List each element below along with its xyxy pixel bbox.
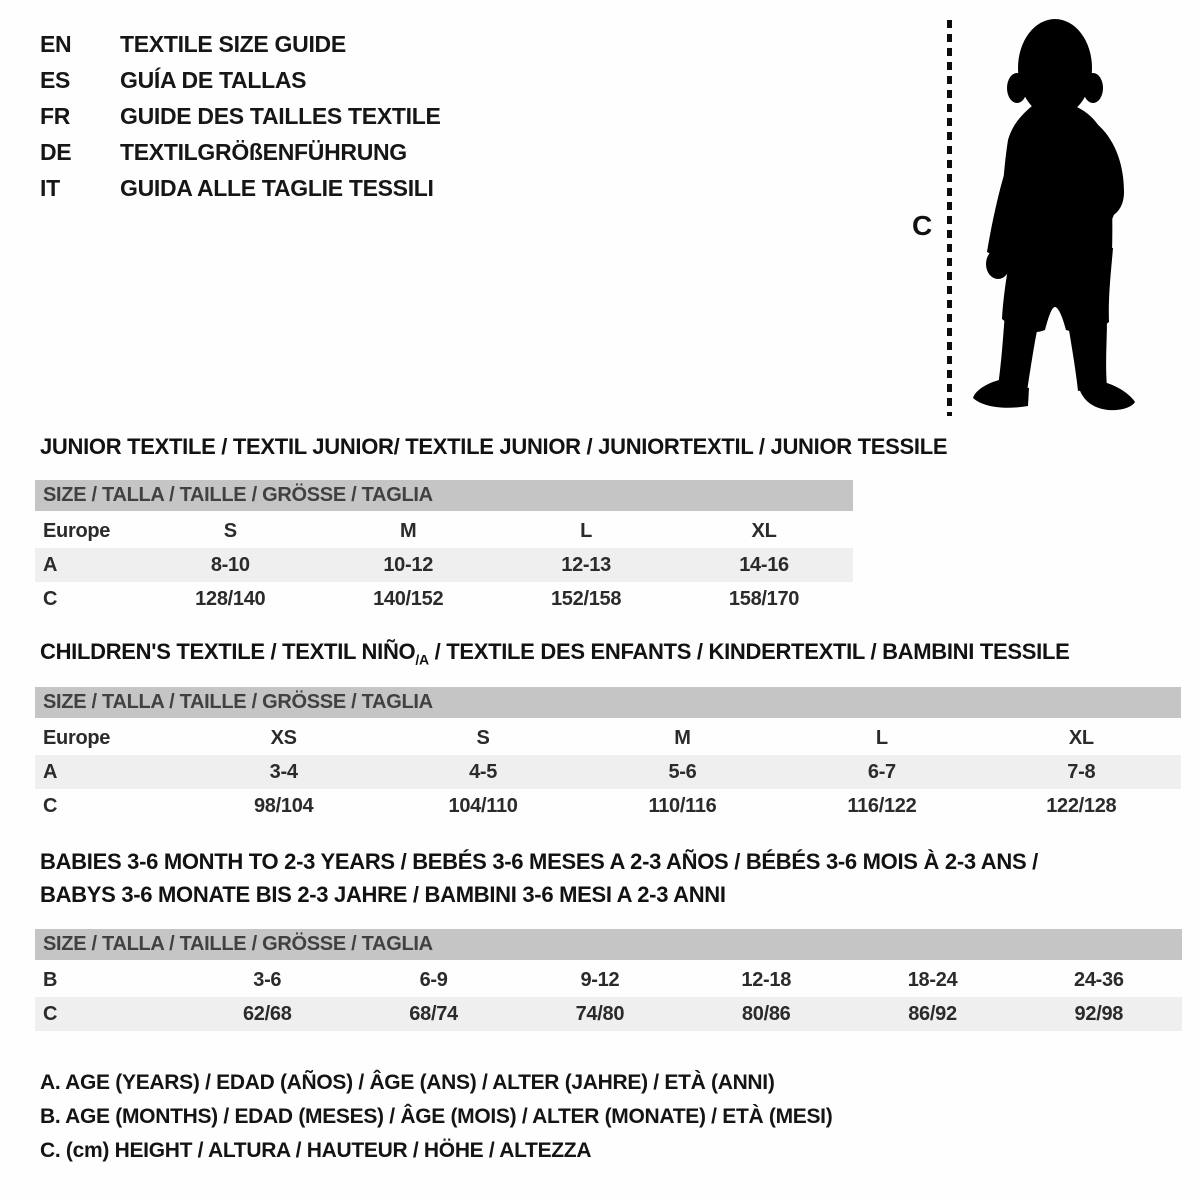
size-value-cell: 116/122 <box>847 794 917 817</box>
size-value-cell: 152/158 <box>550 587 622 610</box>
legend-notes <box>40 1066 832 1168</box>
size-value-cell: 6-9 <box>419 968 448 991</box>
legend-height-cm: C. (cm) HEIGHT / ALTURA / HAUTEUR / HÖHE / ALTEZZA <box>40 1139 592 1162</box>
babies-section-title <box>40 845 1038 911</box>
size-value-cell: XS <box>270 726 297 749</box>
row-key-cell: Europe <box>43 726 111 749</box>
lang-code: EN <box>40 30 72 57</box>
junior-size-header-bar: SIZE / TALLA / TAILLE / GRÖSSE / TAGLIA <box>35 480 853 511</box>
children-size-table <box>35 687 1181 823</box>
height-c-label: C <box>912 210 933 241</box>
size-value-cell: 3-4 <box>269 760 298 783</box>
babies-title-line-2: BABYS 3-6 MONATE BIS 2-3 JAHRE / BAMBINI 3-6 MESI A 2-3 ANNI <box>40 882 726 907</box>
children-section-title <box>40 639 1069 667</box>
size-value-cell: 10-12 <box>383 553 434 576</box>
size-value-cell: 12-13 <box>561 553 611 576</box>
lang-code: FR <box>40 102 71 129</box>
table-row <box>35 514 853 548</box>
children-title-after: / TEXTILE DES ENFANTS / KINDERTEXTIL / BAMBINI TESSILE <box>428 639 1070 664</box>
size-value-cell: XL <box>751 519 777 542</box>
size-value-cell: 80/86 <box>741 1002 791 1025</box>
size-value-cell: 140/152 <box>373 587 444 610</box>
table-row <box>35 721 1181 755</box>
legend-age-years: A. AGE (YEARS) / EDAD (AÑOS) / ÂGE (ANS) / ALTER (JAHRE) / ETÀ (ANNI) <box>40 1071 775 1094</box>
size-value-cell: 98/104 <box>253 794 314 817</box>
legend-age-months: B. AGE (MONTHS) / EDAD (MESES) / ÂGE (MOIS) / ALTER (MONATE) / ETÀ (MESI) <box>40 1105 833 1128</box>
size-value-cell: M <box>674 726 691 749</box>
table-row <box>35 997 1182 1031</box>
junior-section-title: JUNIOR TEXTILE / TEXTIL JUNIOR/ TEXTILE JUNIOR / JUNIORTEXTIL / JUNIOR TESSILE <box>40 434 948 459</box>
children-size-header-bar: SIZE / TALLA / TAILLE / GRÖSSE / TAGLIA <box>35 687 1181 718</box>
size-value-cell: 92/98 <box>1074 1002 1124 1025</box>
lang-title: GUIDE DES TAILLES TEXTILE <box>120 102 441 129</box>
size-value-cell: L <box>875 726 888 749</box>
toddler-silhouette-icon <box>970 14 1136 420</box>
table-row <box>35 548 853 582</box>
size-value-cell: 4-5 <box>469 760 498 783</box>
children-title-sub: /A <box>415 651 429 668</box>
lang-title: TEXTILE SIZE GUIDE <box>120 30 346 57</box>
size-value-cell: 3-6 <box>253 968 282 991</box>
row-key-cell: C <box>43 587 58 610</box>
size-value-cell: 128/140 <box>195 587 266 610</box>
row-key-cell: C <box>43 1002 58 1025</box>
size-value-cell: 24-36 <box>1074 968 1124 991</box>
lang-code: ES <box>40 66 71 93</box>
size-value-cell: 7-8 <box>1067 760 1096 783</box>
size-value-cell: XL <box>1068 726 1094 749</box>
size-value-cell: 18-24 <box>907 968 958 991</box>
row-key-cell: A <box>43 760 58 783</box>
table-row <box>35 963 1182 997</box>
size-value-cell: 9-12 <box>580 968 620 991</box>
size-value-cell: 68/74 <box>409 1002 458 1025</box>
row-key-cell: A <box>43 553 58 576</box>
size-value-cell: 5-6 <box>668 760 697 783</box>
row-key-cell: C <box>43 794 58 817</box>
size-value-cell: 74/80 <box>575 1002 625 1025</box>
size-value-cell: 14-16 <box>739 553 789 576</box>
lang-title: GUIDA ALLE TAGLIE TESSILI <box>120 174 434 201</box>
table-row <box>35 582 853 616</box>
size-value-cell: 8-10 <box>210 553 250 576</box>
size-value-cell: 104/110 <box>448 794 518 817</box>
row-key-cell: B <box>43 968 58 991</box>
table-row <box>35 789 1181 823</box>
size-value-cell: 62/68 <box>242 1002 292 1025</box>
size-value-cell: 12-18 <box>741 968 792 991</box>
babies-size-table <box>35 929 1182 1031</box>
table-row <box>35 755 1181 789</box>
lang-title: GUÍA DE TALLAS <box>120 66 307 93</box>
size-value-cell: S <box>476 726 490 749</box>
size-value-cell: S <box>223 519 237 542</box>
lang-title: TEXTILGRÖßENFÜHRUNG <box>120 138 407 165</box>
babies-size-header-bar: SIZE / TALLA / TAILLE / GRÖSSE / TAGLIA <box>35 929 1182 960</box>
size-value-cell: 110/116 <box>648 794 717 817</box>
row-key-cell: Europe <box>43 519 111 542</box>
children-title-before: CHILDREN'S TEXTILE / TEXTIL NIÑO <box>40 639 416 664</box>
size-value-cell: 122/128 <box>1046 794 1117 817</box>
size-value-cell: 158/170 <box>728 587 800 610</box>
lang-code: DE <box>40 138 72 165</box>
size-value-cell: 86/92 <box>908 1002 957 1025</box>
height-dashed-line-icon <box>947 20 952 416</box>
size-value-cell: L <box>580 519 593 542</box>
junior-size-table <box>35 480 853 616</box>
lang-code: IT <box>40 174 60 201</box>
size-value-cell: 6-7 <box>867 760 896 783</box>
babies-title-line-1: BABIES 3-6 MONTH TO 2-3 YEARS / BEBÉS 3-6 MESES A 2-3 AÑOS / BÉBÉS 3-6 MOIS À 2-3 ANS / <box>40 849 1038 874</box>
height-measure-figure <box>0 0 1200 430</box>
size-value-cell: M <box>400 519 417 542</box>
